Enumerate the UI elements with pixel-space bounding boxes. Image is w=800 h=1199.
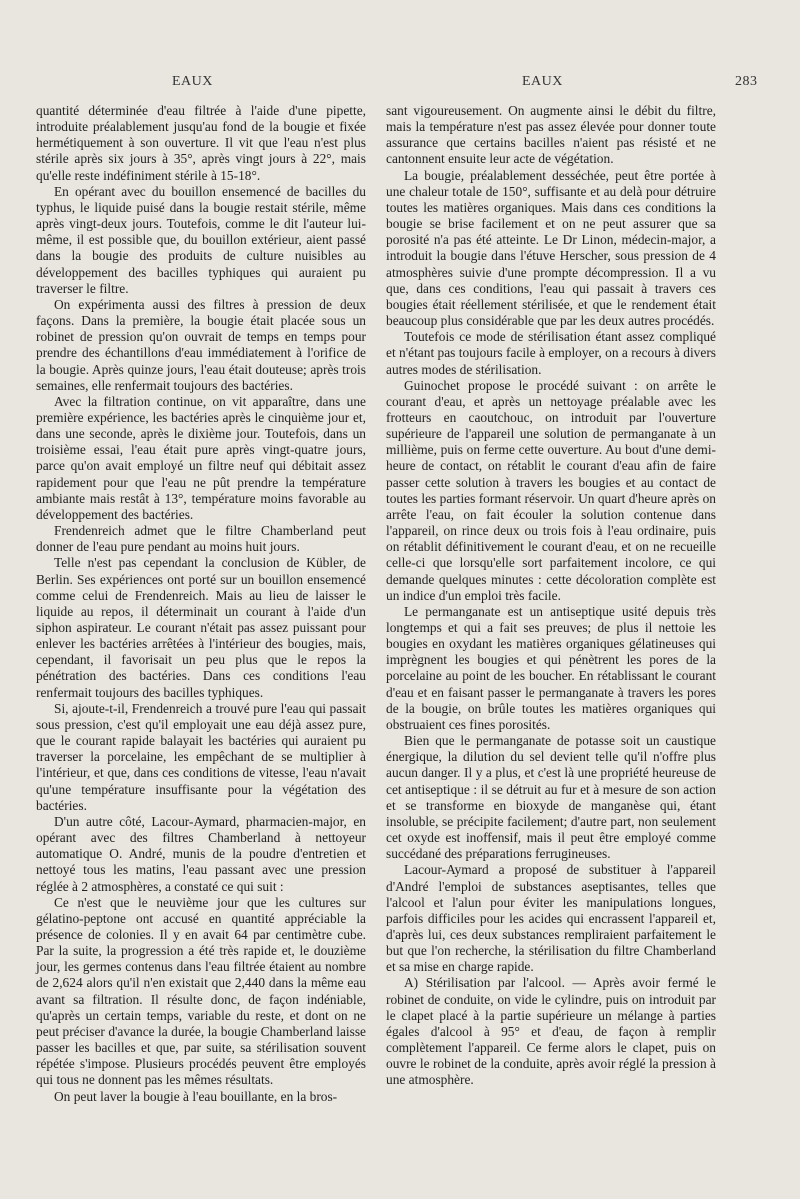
right-text-column [386,103,716,1089]
paragraph: Lacour-Aymard a proposé de substituer à l'appareil d'André l'emploi de substances aseptisantes, telles que l'alcool et l'alun pour éviter les manipulations longues, parfois difficiles pour les acides qui encrassent l'appareil et, d'après lui, ces deux substances rempliraient parfaitement le but que l'on recherche, la stérilisation du filtre Chamberland et sa mise en charge rapide. [386,862,716,975]
paragraph: Telle n'est pas cependant la conclusion de Kübler, de Berlin. Ses expériences ont porté sur un bouillon ensemencé comme celui de Frendenreich. Mais au lieu de laisser le liquide au repos, il déterminait un courant à l'aide d'un siphon aspirateur. Le courant n'était pas assez puissant pour enlever les bactéries arrêtées à l'intérieur des bougies, mais, cependant, il favorisait un peu plus que le repos la pénétration des bactéries. Dans ces conditions l'eau renfermait toujours des bacilles typhiques. [36,555,366,700]
paragraph: Le permanganate est un antiseptique usité depuis très longtemps et qui a fait ses preuves; de plus il nettoie les bougies en oxydant les matières organiques gélatineuses qui imprègnent les bougies et qui pénètrent les pores de la porcelaine au point de les boucher. En rétablissant le courant d'eau et en faisant passer le permanganate à travers les pores de la bougie, on brûle toutes les matières organiques qui obstruaient ces fines porosités. [386,603,716,732]
paragraph: On expérimenta aussi des filtres à pression de deux façons. Dans la première, la bougie était placée sous un robinet de pression qu'on ouvrait de temps en temps pour prendre des échantillons d'eau immédiatement à l'orifice de la bougie. Après quinze jours, l'eau était douteuse; après trois semaines, elle renfermait toujours des bactéries. [36,296,366,393]
paragraph: Guinochet propose le procédé suivant : on arrête le courant d'eau, et après un nettoyage préalable avec les frotteurs en caoutchouc, on introduit par l'ouverture supérieure de l'appareil une solution de permanganate à un millième, puis on ferme cette ouverture. Au bout d'une demi-heure de contact, on rétablit le courant d'eau afin de faire passer cette solution à travers les bougies et au contact de toutes les parties formant réservoir. Un quart d'heure après on arrête l'eau, on fait écouler la solution contenue dans l'appareil, on rince deux ou trois fois à l'eau ordinaire, puis on rétablit définitivement le courant d'eau, et on ne recueille celle-ci que lorsqu'elle sort parfaitement incolore, ce qui demande quelques minutes : cette décoloration complète est un indice d'un emploi très facile. [386,377,716,603]
left-text-column [36,103,366,1105]
paragraph: Si, ajoute-t-il, Frendenreich a trouvé pure l'eau qui passait sous pression, c'est qu'il employait une eau déjà assez pure, que le courant rapide balayait les bactéries qui auraient pu traverser la porcelaine, les empêchant de se multiplier à l'intérieur, et que, dans ces conditions de vitesse, l'eau n'avait qu'une température insuffisante pour la végétation des bactéries. [36,700,366,813]
paragraph: Toutefois ce mode de stérilisation étant assez compliqué et n'étant pas toujours facile à employer, on a recours à divers autres modes de stérilisation. [386,329,716,377]
paragraph: Frendenreich admet que le filtre Chamberland peut donner de l'eau pure pendant au moins huit jours. [36,523,366,555]
paragraph: Avec la filtration continue, on vit apparaître, dans une première expérience, les bactéries après le cinquième jour et, dans une seconde, après le dixième jour. Toutefois, dans un troisième essai, l'eau était pure après vingt-quatre jours, parce qu'on avait employé un filtre neuf qui débitait assez rapidement pour que l'eau ne pût prendre la température ambiante mais restât à 13°, température moins favorable au développement des bactéries. [36,393,366,522]
paragraph: quantité déterminée d'eau filtrée à l'aide d'une pipette, introduite préalablement jusqu'au fond de la bougie et fixée hermétiquement à son ouverture. Il vit que l'eau n'est plus stérile après six jours à 35°, après vingt jours à 22°, mais qu'elle reste indéfiniment stérile à 15-18°. [36,103,366,183]
page-number: 283 [735,74,758,89]
paragraph: Bien que le permanganate de potasse soit un caustique énergique, la dilution du sel devient telle qu'il n'offre plus aucun danger. Il y a plus, et c'est là une propriété heureuse de cet antiseptique : il se détruit au fur et à mesure de son action et se transforme en bioxyde de manganèse qui, étant insoluble, se précipite facilement; d'autre part, non seulement cet oxyde est inoffensif, mais il peut être employé comme succédané des préparations ferrugineuses. [386,733,716,862]
paragraph: Ce n'est que le neuvième jour que les cultures sur gélatino-peptone ont accusé en quantité appréciable la présence de colonies. Il y en avait 64 par centimètre cube. Par la suite, la progression a été très rapide et, le douzième jour, les germes contenus dans l'eau filtrée étaient au nombre de 2,624 alors qu'il n'en existait que 2,440 dans la même eau avant sa filtration. Il résulte donc, de façon indéniable, qu'après un certain temps, variable du reste, et dont on ne peut préciser d'avance la durée, la bougie Chamberland laisse passer les bacilles et que, par suite, sa stérilisation souvent répétée s'impose. Plusieurs procédés peuvent être employés qui tous ne donnent pas les mêmes résultats. [36,894,366,1088]
paragraph: A) Stérilisation par l'alcool. — Après avoir fermé le robinet de conduite, on vide le cylindre, puis on introduit par le clapet placé à la partie supérieure un mélange à parties égales d'alcool à 95° et d'eau, de façon à remplir complètement l'appareil. Ce ferme alors le clapet, puis on ouvre le robinet de la conduite, après avoir réglé la pression à une atmosphère. [386,975,716,1088]
paragraph: On peut laver la bougie à l'eau bouillante, en la bros- [54,1088,338,1104]
paragraph: En opérant avec du bouillon ensemencé de bacilles du typhus, le liquide puisé dans la bougie restait stérile, même après vingt-deux jours. Toutefois, comme le dit l'auteur lui-même, il est possible que, du bouillon extérieur, aient passé dans la bougie des produits de culture nuisibles au développement des bacilles typhiques qui auraient pu traverser le filtre. [36,183,366,296]
paragraph: sant vigoureusement. On augmente ainsi le débit du filtre, mais la température n'est pas assez élevée pour donner toute assurance que certains bacilles n'aient pas résisté et ne cantonnent ensuite leur acte de végétation. [386,103,716,167]
paragraph: La bougie, préalablement desséchée, peut être portée à une chaleur totale de 150°, suffisante et au delà pour détruire toutes les matières organiques. Mais dans ces conditions la bougie se brise facilement et on ne peut assurer que sa porosité n'a pas été atteinte. Le Dr Linon, médecin-major, a introduit la bougie dans l'étuve Herscher, sous pression de 4 atmosphères suivie d'une prompte décompression. Il a vu que, dans ces conditions, l'eau qui passait à travers ces bougies était réellement stérilisée, et que le rendement était beaucoup plus considérable que par les deux autres procédés. [386,167,716,329]
paragraph: D'un autre côté, Lacour-Aymard, pharmacien-major, en opérant avec des filtres Chamberland à nettoyeur automatique O. André, munis de la poudre d'entretien et nettoyé tous les matins, l'eau passant avec une pression réglée à 2 atmosphères, a constaté ce qui suit : [36,813,366,894]
running-title-left: EAUX [172,74,213,89]
running-title-right: EAUX [522,74,563,89]
